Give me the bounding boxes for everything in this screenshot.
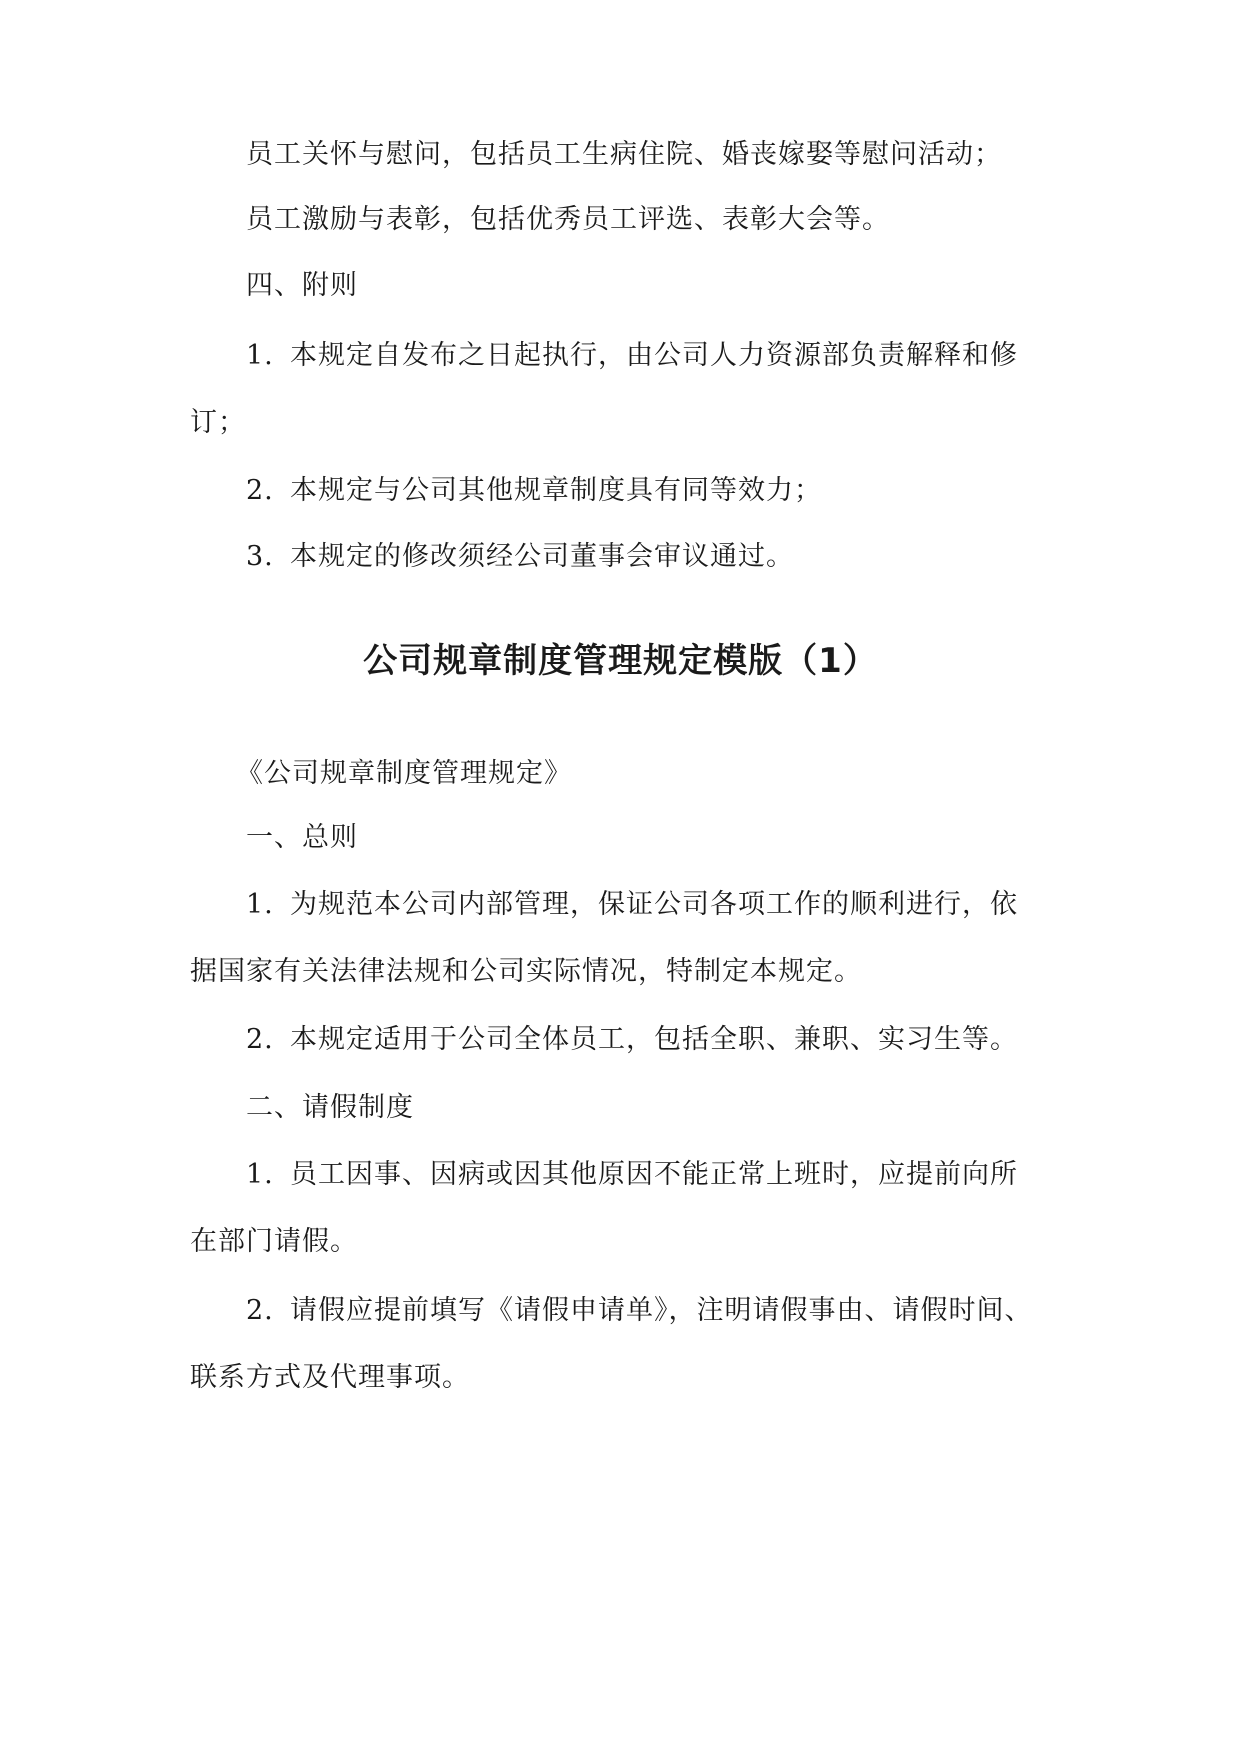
appendix-item-2 [246, 472, 822, 510]
item-number: 1. [246, 1159, 274, 1190]
item-text: 请假应提前填写《请假申请单》，注明请假事由、请假时间、 [290, 1295, 1033, 1326]
item-number: 1. [246, 889, 274, 920]
item-number: 1. [246, 340, 274, 371]
document-title: 公司规章制度管理规定模版（1） [363, 641, 878, 681]
leave-item-2-continuation: 联系方式及代理事项。 [190, 1362, 470, 1393]
item-text: 员工因事、因病或因其他原因不能正常上班时，应提前向所 [290, 1159, 1018, 1190]
paragraph-employee-incentive: 员工激励与表彰，包括优秀员工评选、表彰大会等。 [246, 204, 890, 235]
item-text: 为规范本公司内部管理，保证公司各项工作的顺利进行，依 [290, 889, 1018, 920]
item-text: 本规定与公司其他规章制度具有同等效力； [290, 475, 822, 506]
item-number: 2. [246, 1024, 274, 1055]
heading-leave-policy: 二、请假制度 [246, 1092, 414, 1123]
appendix-item-3 [246, 538, 794, 576]
general-item-1-continuation: 据国家有关法律法规和公司实际情况，特制定本规定。 [190, 956, 862, 987]
general-item-1 [246, 886, 1018, 924]
appendix-item-1-continuation: 订； [190, 407, 246, 438]
item-number: 3. [246, 541, 274, 572]
leave-item-1-continuation: 在部门请假。 [190, 1226, 358, 1257]
book-title: 《公司规章制度管理规定》 [236, 758, 572, 789]
general-item-2 [246, 1021, 1018, 1059]
paragraph-employee-care: 员工关怀与慰问，包括员工生病住院、婚丧嫁娶等慰问活动； [246, 139, 1002, 170]
item-text: 本规定自发布之日起执行，由公司人力资源部负责解释和修 [290, 340, 1018, 371]
heading-general-provisions: 一、总则 [246, 822, 358, 853]
leave-item-1 [246, 1156, 1018, 1194]
item-number: 2. [246, 1295, 274, 1326]
heading-appendix: 四、附则 [246, 270, 358, 301]
appendix-item-1 [246, 337, 1018, 375]
item-text: 本规定的修改须经公司董事会审议通过。 [290, 541, 794, 572]
item-text: 本规定适用于公司全体员工，包括全职、兼职、实习生等。 [290, 1024, 1018, 1055]
item-number: 2. [246, 475, 274, 506]
leave-item-2 [246, 1292, 1033, 1330]
